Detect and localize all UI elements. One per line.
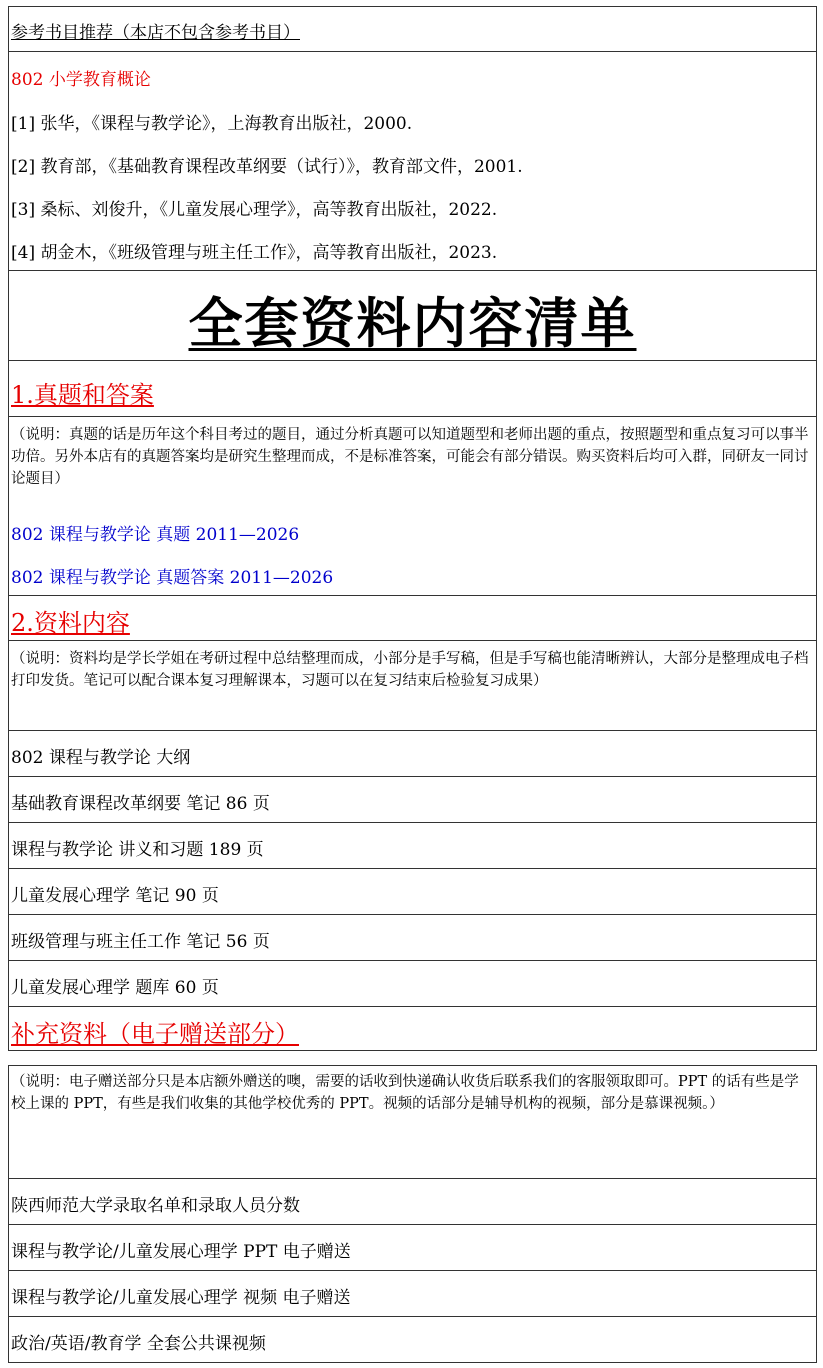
table-row	[9, 869, 816, 915]
section3-title-row	[9, 1007, 816, 1051]
table-row	[9, 1179, 816, 1225]
table-row	[9, 823, 816, 869]
table-row	[9, 1225, 816, 1271]
refs-subject: 802 小学教育概论	[11, 70, 151, 90]
section3-title: 补充资料（电子赠送部分）	[11, 1020, 299, 1048]
section2-item: 802 课程与教学论 大纲	[11, 748, 191, 768]
table-row	[9, 1271, 816, 1317]
section3-note-row	[9, 1066, 816, 1179]
table-row	[9, 731, 816, 777]
book-item: [1] 张华，《课程与教学论》，上海教育出版社，2000.	[11, 114, 413, 134]
section1-title: 1.真题和答案	[11, 381, 154, 409]
book-item: [3] 桑标、刘俊升，《儿童发展心理学》，高等教育出版社，2022.	[11, 200, 498, 220]
table-row	[9, 1317, 816, 1362]
section1-item: 802 课程与教学论 真题 2011—2026	[11, 525, 300, 545]
section2-title-row	[9, 596, 816, 641]
section2-item: 课程与教学论 讲义和习题 189 页	[11, 840, 264, 860]
table-row	[9, 777, 816, 823]
section3-item: 课程与教学论/儿童发展心理学 PPT 电子赠送	[11, 1242, 351, 1262]
section1-block	[9, 417, 816, 596]
section3-item: 课程与教学论/儿童发展心理学 视频 电子赠送	[11, 1288, 351, 1308]
section2-item: 基础教育课程改革纲要 笔记 86 页	[11, 794, 270, 814]
section3-item: 政治/英语/教育学 全套公共课视频	[11, 1334, 266, 1354]
book-item: [2] 教育部，《基础教育课程改革纲要（试行）》，教育部文件，2001.	[11, 157, 523, 177]
section2-item: 班级管理与班主任工作 笔记 56 页	[11, 932, 270, 952]
main-title-row	[9, 271, 816, 361]
materials-table	[8, 6, 817, 1051]
section3-note: （说明：电子赠送部分只是本店额外赠送的噢，需要的话收到快递确认收货后联系我们的客服领取即可。PPT 的话有些是学校上课的 PPT，有些是我们收集的其他学校优秀的 PPT。视频的话部分是辅导机构的视频，部分是慕课视频。）	[11, 1074, 799, 1112]
bonus-table	[8, 1065, 817, 1363]
refs-block	[9, 52, 816, 271]
table-row	[9, 915, 816, 961]
main-title: 全套资料内容清单	[188, 291, 637, 355]
section1-note: （说明：真题的话是历年这个科目考过的题目，通过分析真题可以知道题型和老师出题的重点，按照题型和重点复习可以事半功倍。另外本店有的真题答案均是研究生整理而成，不是标准答案，可能会有部分错误。购买资料后均可入群，同研友一同讨论题目）	[11, 427, 809, 487]
section1-item: 802 课程与教学论 真题答案 2011—2026	[11, 568, 334, 588]
section2-item: 儿童发展心理学 题库 60 页	[11, 978, 219, 998]
refs-header: 参考书目推荐（本店不包含参考书目）	[11, 23, 300, 43]
table-row	[9, 961, 816, 1007]
section3-item: 陕西师范大学录取名单和录取人员分数	[11, 1196, 300, 1216]
section2-note: （说明：资料均是学长学姐在考研过程中总结整理而成，小部分是手写稿，但是手写稿也能清晰辨认，大部分是整理成电子档打印发货。笔记可以配合课本复习理解课本，习题可以在复习结束后检验复习成果）	[11, 651, 809, 689]
section2-title: 2.资料内容	[11, 609, 130, 637]
book-item: [4] 胡金木，《班级管理与班主任工作》，高等教育出版社，2023.	[11, 243, 498, 263]
refs-header-row	[9, 7, 816, 52]
section2-note-row	[9, 641, 816, 731]
section2-item: 儿童发展心理学 笔记 90 页	[11, 886, 219, 906]
section1-title-row	[9, 361, 816, 417]
